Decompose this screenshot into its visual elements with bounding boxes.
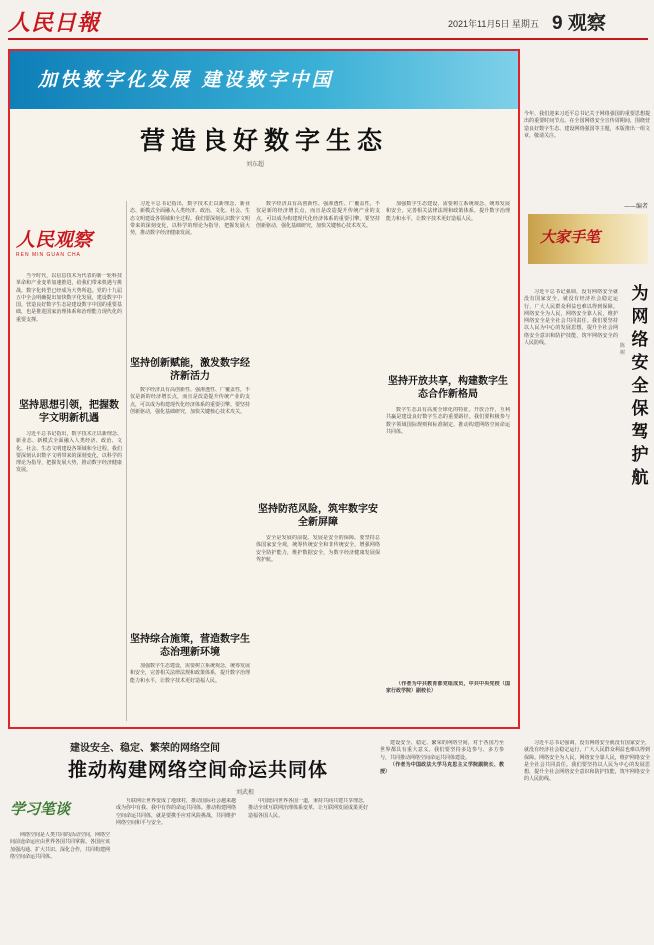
- section-text: 数字经济具有高创新性、强渗透性、广覆盖性，不仅是新的经济增长点，而且是改造提升传统产业的支点，可以成为构建现代化经济体系的重要引擎。要坚持创新驱动，强化基础研究，加快关键核心技术攻关。: [130, 387, 250, 415]
- section-body: [386, 407, 510, 677]
- section-title: 坚持综合施策，营造数字生态治理新环境: [130, 634, 250, 658]
- section-text: 习近平总书记指出，数字技术正以新理念、新业态、新模式全面融入人类经济、政治、文化、社会、生态文明建设各领域和全过程。我们要深刻认识数字文明带来的深刻变化，以科学的理论为指导，把握发展大势，推动数字经济健康发展。: [16, 431, 122, 474]
- author-note: [386, 681, 510, 705]
- feature-frame: [8, 49, 520, 729]
- sidebar-article: [524, 49, 650, 729]
- bottom-author-note: （作者为中国政法大学马克思主义学院副院长、教授）: [380, 761, 504, 776]
- section-body: [16, 431, 122, 721]
- bottom-text: 互联网让世界变成了地球村，推动国际社会越来越成为你中有我、我中有你的命运共同体。推动构建网络空间命运共同体，就是要携手应对风险挑战，共同维护网络空间和平与安全。: [116, 798, 236, 826]
- section-text: 习近平总书记指出，数字技术正以新理念、新业态、新模式全面融入人类经济、政治、文化、社会、生态文明建设各领域和全过程。我们要深刻认识数字文明带来的深刻变化，以科学的理论为指导，把握发展大势，推动数字经济健康发展。: [130, 201, 250, 237]
- author-note-text: （作者为中共教育部党组成员，中共中央党校（国家行政学院）副校长）: [386, 681, 510, 695]
- bottom-author: 刘武根: [236, 789, 255, 796]
- bottom-text: 中国愿同世界各国一道，秉持共商共建共享理念，推动全球互联网治理体系变革，让互联网发展成果更好造福各国人民。: [248, 798, 368, 819]
- column-logo-text: 人民观察: [16, 229, 93, 251]
- section-text: 数字经济具有高创新性、强渗透性、广覆盖性，不仅是新的经济增长点，而且是改造提升传统产业的支点，可以成为构建现代化经济体系的重要引擎。要坚持创新驱动，强化基础研究，加快关键核心技术攻关。: [256, 201, 380, 229]
- sidebar-headline: 为网络安全保驾护航: [631, 284, 649, 488]
- issue-date: 2021年11月5日 星期五: [448, 19, 539, 29]
- column-logo: [10, 798, 110, 828]
- main-headline: 营造良好数字生态: [139, 126, 388, 155]
- section-title: 坚持思想引领，把握数字文明新机遇: [19, 400, 119, 424]
- editor-intro: 今年，我们迎来习近平总书记关于网络强国的重要思想提出的重要时间节点。在全国网络安全宣传周期间，围绕营造良好数字生态、建设网络强国等主题，本版推出一组文章，敬请关注。: [524, 111, 650, 139]
- editor-sign: ——编者: [624, 203, 649, 210]
- sidebar-text: 习近平总书记强调，没有网络安全就没有国家安全，就没有经济社会稳定运行，广大人民群众利益也难以得到保障。网络安全为人民，网络安全靠人民，维护网络安全是全社会共同责任。我们要坚持以人民为中心的发展思想，提升全社会网络安全意识和防护技能，筑牢网络安全的人民防线。: [524, 740, 650, 783]
- bottom-headline: 推动构建网络空间命运共同体: [68, 759, 329, 781]
- column-logo-text: 大家手笔: [540, 228, 601, 246]
- section-text: 数字生态具有高度全球化的特征。开放合作，互利共赢是建设良好数字生态的重要路径。我们要积极参与数字领域国际规则和标准制定，推动构建网络空间命运共同体。: [386, 407, 510, 435]
- sidebar-author: 陈 树: [620, 343, 626, 356]
- page-label: 9 观察: [552, 13, 606, 34]
- main-byline: 刘东超: [246, 161, 265, 168]
- section-title: 坚持防范风险，筑牢数字安全新屏障: [258, 504, 378, 528]
- bottom-kicker: 建设安全、稳定、繁荣的网络空间: [70, 743, 220, 754]
- section-body: [130, 201, 250, 351]
- column-logo: [528, 214, 648, 264]
- bottom-body: [10, 832, 110, 940]
- sidebar-body: [524, 289, 618, 719]
- section-text: 加强数字生态建设，需要树立系统观念，统筹发展和安全，完善相关法律法规和政策体系，提升数字治理能力和水平，让数字技术更好造福人民。: [130, 663, 250, 684]
- topic-banner: [10, 51, 518, 109]
- section-text: 安全是发展的前提。发展是安全的保障。要坚持总体国家安全观，统筹传统安全和非传统安全，增强网络安全防护能力，维护数据安全，为数字经济健康发展保驾护航。: [256, 535, 380, 563]
- lead-paragraph: [16, 273, 122, 393]
- bottom-body: [116, 798, 236, 940]
- section-title: 坚持创新赋能，激发数字经济新活力: [130, 358, 250, 382]
- section-text: 加强数字生态建设，需要树立系统观念，统筹发展和安全，完善相关法律法规和政策体系，提升数字治理能力和水平，让数字技术更好造福人民。: [386, 201, 510, 222]
- section-body: [256, 201, 380, 491]
- bottom-text: 网络空间是人类共同的活动空间，网络空间前途命运应由世界各国共同掌握。各国应该加强沟通、扩大共识、深化合作，共同构建网络空间命运共同体。: [10, 832, 110, 860]
- masthead: [0, 0, 654, 44]
- column-logo: [16, 225, 120, 265]
- header-rule: [8, 38, 648, 40]
- section-body: [130, 663, 250, 723]
- bottom-text: 建设安全、稳定、繁荣的网络空间，对于各国乃至世界都具有重大意义。我们要坚持多边参与、多方参与，共同推动网络空间命运共同体建设。: [380, 740, 504, 761]
- sidebar-text: 习近平总书记强调，没有网络安全就没有国家安全，就没有经济社会稳定运行，广大人民群众利益也难以得到保障。网络安全为人民，网络安全靠人民，维护网络安全是全社会共同责任。我们要坚持以人民为中心的发展思想，提升全社会网络安全意识和防护技能，筑牢网络安全的人民防线。: [524, 289, 618, 347]
- bottom-body: [380, 740, 504, 940]
- lead-text: 当今时代，以信息技术为代表的新一轮科技革命和产业变革加速推进，给我们带来机遇与挑战。数字化转型已经成为大势所趋。党的十九届五中全会明确提出加快数字化发展，建设数字中国。营造良好数字生态是建设数字中国的重要基础，也是推进国家治理体系和治理能力现代化的重要支撑。: [16, 273, 122, 323]
- bottom-body: [248, 798, 368, 940]
- section-body: [256, 535, 380, 723]
- banner-text: 加快数字化发展 建设数字中国: [38, 69, 334, 91]
- sidebar-body: [524, 740, 650, 940]
- column-divider: [126, 201, 127, 721]
- column-logo-sub: REN MIN GUAN CHA: [16, 252, 81, 258]
- section-body: [386, 201, 510, 369]
- newspaper-logo: 人民日報: [8, 10, 101, 36]
- section-title: 坚持开放共享，构建数字生态合作新格局: [388, 376, 508, 400]
- column-logo-text: 学习笔谈: [10, 800, 71, 818]
- section-body: [130, 387, 250, 627]
